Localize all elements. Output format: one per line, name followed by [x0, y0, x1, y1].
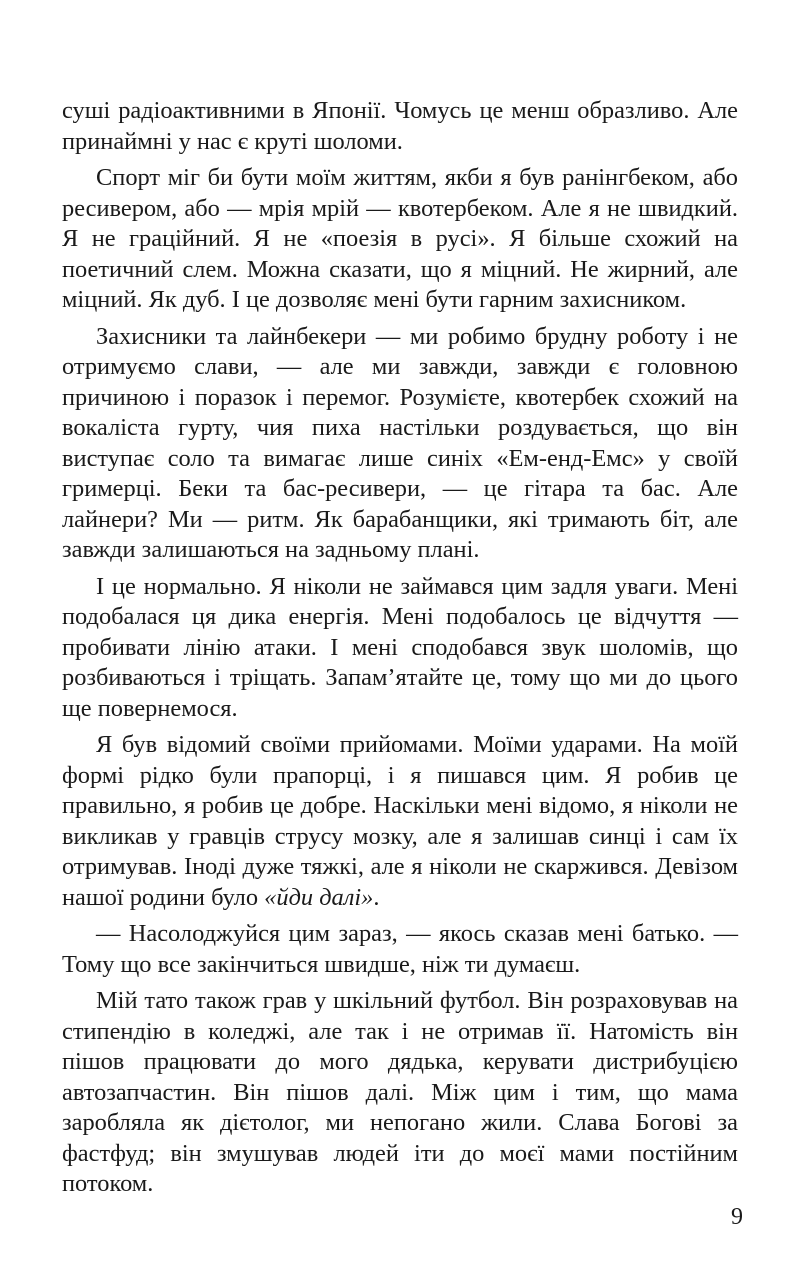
- dialogue-paragraph: — Насолоджуйся цим зараз, — якось сказав мені батько. — Тому що все закінчиться швидше, ніж ти думаєш.: [62, 920, 738, 978]
- page-number: 9: [731, 1204, 743, 1230]
- paragraph-5-text: Я був відомий своїми прийомами. Моїми ударами. На моїй формі рідко були прапорці, і я пишався цим. Я робив це правильно, я робив це добре. Наскільки мені відомо, я ніколи не викликав у гравців струсу мозку, але я залишав синці і сам їх отримував. Іноді дуже тяжкі, але я ніколи не скаржився. Девізом нашої родини було: [62, 731, 738, 911]
- family-motto: «йди далі»: [264, 883, 374, 911]
- book-page-text: [62, 96, 738, 1206]
- paragraph-2: Спорт міг би бути моїм життям, якби я був ранінгбеком, або ресивером, або — мрія мрій — квотербеком. Але я не швидкий. Я не грацiйний. Я не «поезія в русі». Я більше схожий на поетичний слем. Можна сказати, що я міцний. Не жирний, але міцний. Як дуб. І це дозволяє мені бути гарним захисником.: [62, 164, 738, 313]
- paragraph-4: І це нормально. Я ніколи не займався цим задля уваги. Мені подобалася ця дика енергія. Мені подобалось це відчуття — пробивати лінію атаки. І мені сподобався звук шоломів, що розбиваються і тріщать. Запам’ятайте це, тому що ми до цього ще повернемося.: [62, 572, 738, 722]
- paragraph-7: Мій тато також грав у шкільний футбол. Він розраховував на стипендію в коледжі, але так і не отримав її. Натомість він пішов працювати до мого дядька, керувати дистрибуцією автозапчастин. Він пішов далі. Між цим і тим, що мама заробляла як дієтолог, ми непогано жили. Слава Богові за фастфуд; він змушував людей іти до моєї мами постійним потоком.: [62, 987, 738, 1197]
- motto-period: .: [373, 883, 380, 911]
- paragraph-3: Захисники та лайнбекери — ми робимо брудну роботу і не отримуємо слави, — але ми завжди, завжди є головною причиною і поразок і перемог. Розумієте, квотербек схожий на вокаліста гурту, чия пиха настільки роздувається, що він виступає соло та вимагає лише синіх «Ем-енд-Емс» у своїй гримерці. Беки та бас-ресивери, — це гітара та бас. Але лайнери? Ми — ритм. Як барабанщики, які тримають біт, але завжди залишаються на задньому плані.: [62, 322, 738, 563]
- paragraph-5: [62, 730, 738, 913]
- paragraph-1: суші радіоактивними в Японії. Чомусь це менш образливо. Але принаймні у нас є круті шоломи.: [62, 97, 738, 155]
